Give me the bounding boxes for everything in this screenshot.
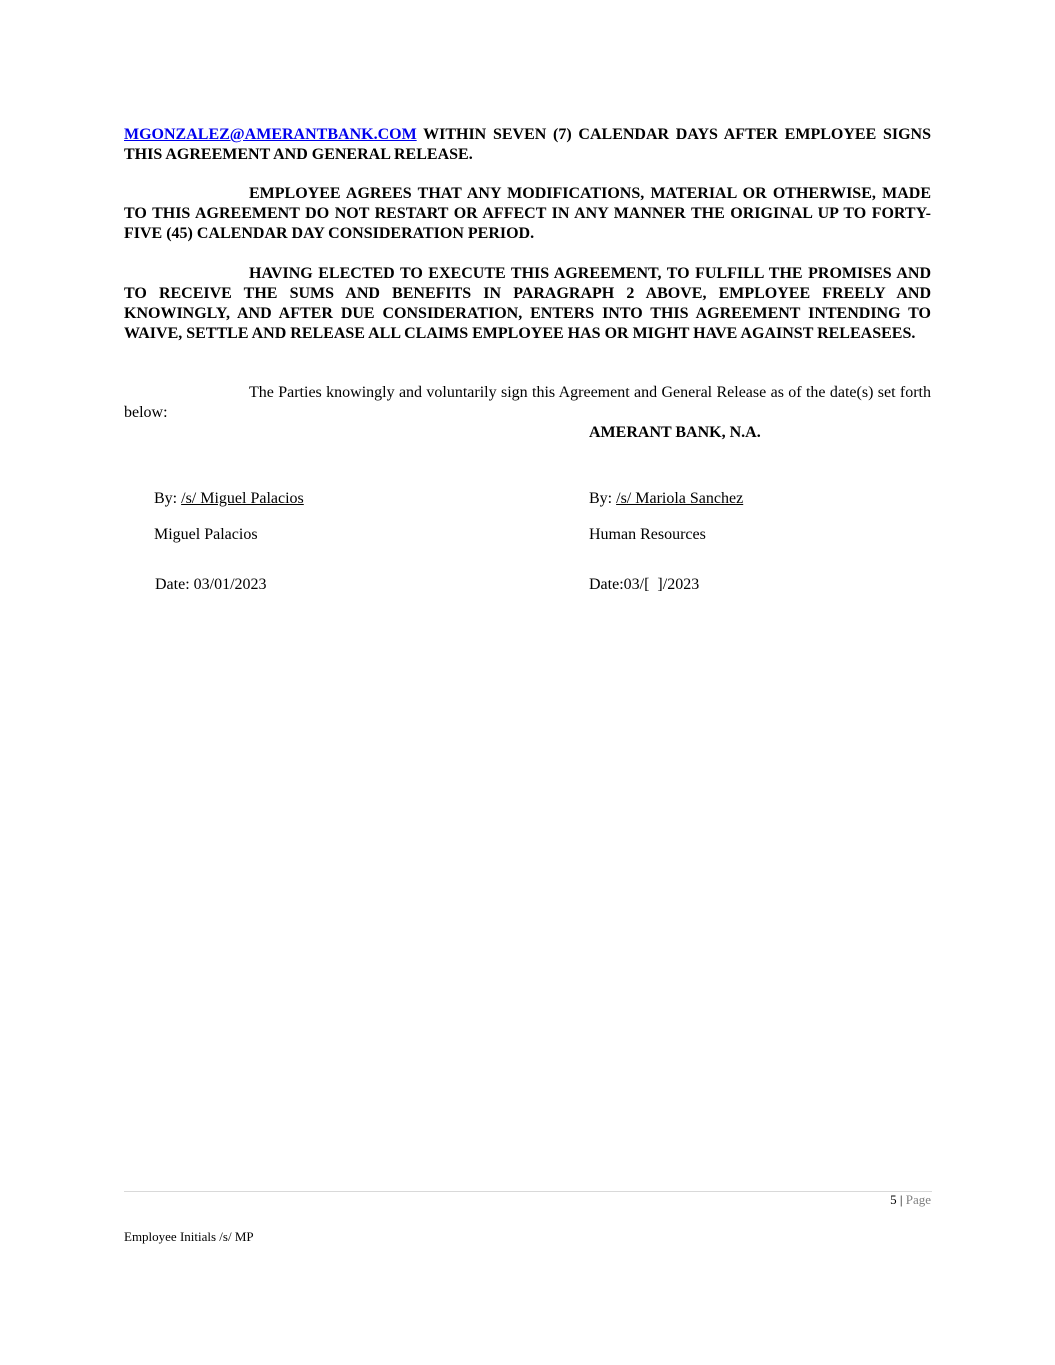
paragraph-parties-sign: The Parties knowingly and voluntarily sign this Agreement and General Release as of the date(s) set forth below: xyxy=(124,384,931,421)
footer-divider xyxy=(124,1191,932,1192)
left-signature-line xyxy=(154,489,304,509)
left-by-label: By: xyxy=(154,490,182,507)
right-by-label: By: xyxy=(589,490,617,507)
paragraph-delivery-text: WITHIN SEVEN (7) CALENDAR DAYS AFTER EMPLOYEE SIGNS THIS AGREEMENT AND GENERAL RELEASE. xyxy=(124,126,931,163)
company-name: AMERANT BANK, N.A. xyxy=(589,424,761,441)
page-number-separator: | xyxy=(896,1192,906,1207)
page-number-value: 5 xyxy=(890,1192,897,1207)
page-label: Page xyxy=(905,1192,931,1207)
right-signer-title: Human Resources xyxy=(589,526,706,543)
left-signer-name: Miguel Palacios xyxy=(154,526,258,543)
right-signature-date: Date:03/[ ]/2023 xyxy=(589,576,700,593)
left-signature: /s/ Miguel Palacios xyxy=(181,490,304,507)
email-link[interactable]: MGONZALEZ@AMERANTBANK.COM xyxy=(124,126,417,143)
page-number xyxy=(890,1192,931,1208)
paragraph-delivery-instructions xyxy=(124,125,931,165)
left-signature-date: Date: 03/01/2023 xyxy=(155,576,267,593)
paragraph-election-to-execute: HAVING ELECTED TO EXECUTE THIS AGREEMENT, TO FULFILL THE PROMISES AND TO RECEIVE THE SUMS AND BENEFITS IN PARAGRAPH 2 ABOVE, EMPLOYEE FREELY AND KNOWINGLY, AND AFTER DUE CONSIDERATION, ENTERS INTO THIS AGREEMENT INTENDING TO WAIVE, SETTLE AND RELEASE ALL CLAIMS EMPLOYEE HAS OR MIGHT HAVE AGAINST RELEASEES. xyxy=(124,265,931,342)
right-signature-line xyxy=(589,489,743,509)
paragraph-modifications: EMPLOYEE AGREES THAT ANY MODIFICATIONS, MATERIAL OR OTHERWISE, MADE TO THIS AGREEMENT DO NOT RESTART OR AFFECT IN ANY MANNER THE ORIGINAL UP TO FORTY-FIVE (45) CALENDAR DAY CONSIDERATION PERIOD. xyxy=(124,185,931,242)
right-signature: /s/ Mariola Sanchez xyxy=(616,490,744,507)
employee-initials: Employee Initials /s/ MP xyxy=(124,1229,254,1244)
